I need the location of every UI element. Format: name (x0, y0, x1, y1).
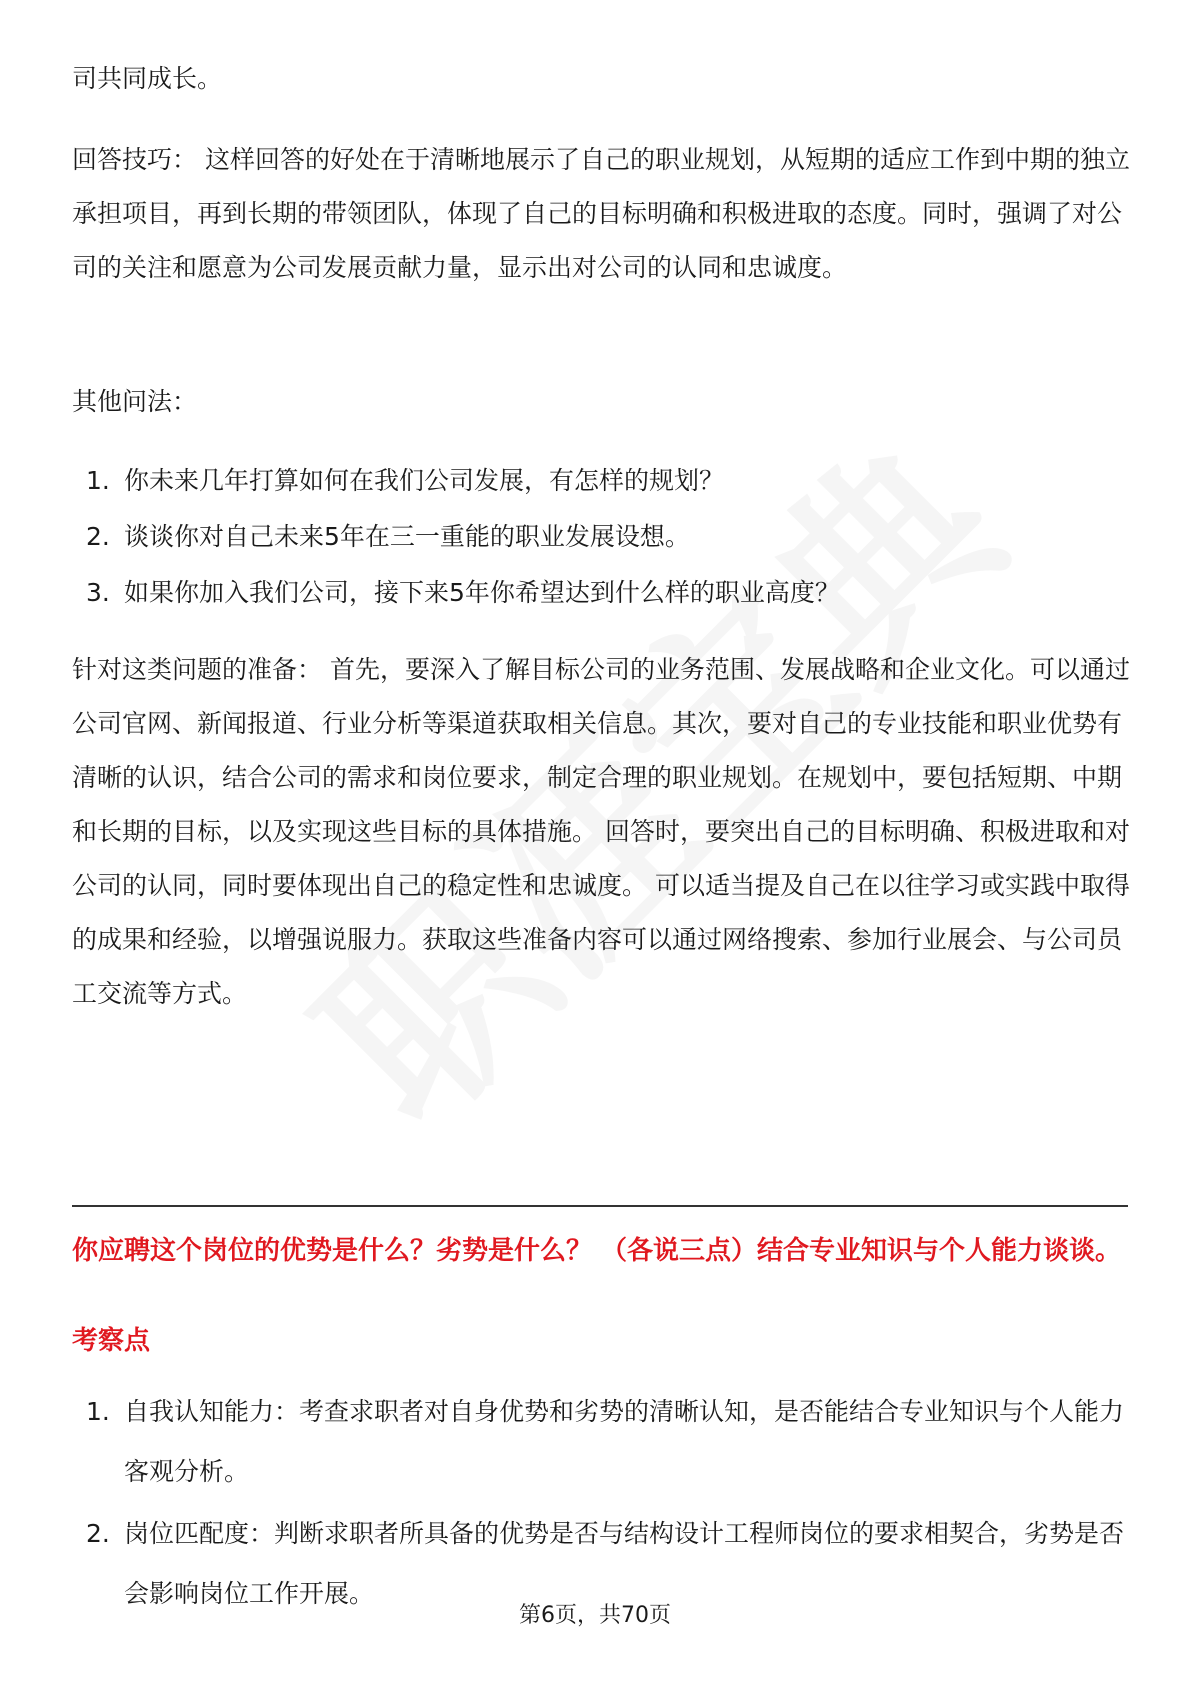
intro-tail: 司共同成长。 (72, 64, 223, 93)
list-item (72, 453, 1132, 509)
list-number: 1. (86, 466, 110, 495)
preparation-paragraph: 针对这类问题的准备： 首先，要深入了解目标公司的业务范围、发展战略和企业文化。可以通过公司官网、新闻报道、行业分析等渠道获取相关信息。其次，要对自己的专业技能和职业优势有清晰的认识，结合公司的需求和岗位要求，制定合理的职业规划。在规划中，要包括短期、中期和长期的目标，以及实现这些目标的具体措施。 回答时，要突出自己的目标明确、积极进取和对公司的认同，同时要体现出自己的稳定性和忠诚度。 可以适当提及自己在以往学习或实践中取得的成果和经验，以增强说服力。获取这些准备内容可以通过网络搜索、参加行业展会、与公司员工交流等方式。 (72, 655, 1130, 1008)
list-text: 岗位匹配度：判断求职者所具备的优势是否与结构设计工程师岗位的要求相契合，劣势是否会影响岗位工作开展。 (124, 1519, 1125, 1608)
alt-questions-title: 其他问法： (72, 387, 198, 416)
list-text: 你未来几年打算如何在我们公司发展，有怎样的规划？ (124, 466, 725, 495)
list-number: 3. (86, 578, 110, 607)
list-number: 1. (86, 1397, 110, 1426)
list-text: 谈谈你对自己未来5年在三一重能的职业发展设想。 (124, 522, 690, 551)
answer-tips: 回答技巧： 这样回答的好处在于清晰地展示了自己的职业规划，从短期的适应工作到中期的独立承担项目，再到长期的带领团队，体现了自己的目标明确和积极进取的态度。同时，强调了对公司的关注和愿意为公司发展贡献力量，显示出对公司的认同和忠诚度。 (72, 145, 1130, 282)
section-divider (72, 1205, 1128, 1207)
list-item (72, 1382, 1132, 1502)
list-number: 2. (86, 1519, 110, 1548)
list-text: 自我认知能力：考查求职者对自身优势和劣势的清晰认知，是否能结合专业知识与个人能力客观分析。 (124, 1397, 1125, 1486)
list-text: 如果你加入我们公司，接下来5年你希望达到什么样的职业高度？ (124, 578, 840, 607)
alt-questions-list (72, 453, 1132, 621)
page-footer: 第6页，共70页 (519, 1603, 671, 1628)
interview-question-heading: 你应聘这个岗位的优势是什么？劣势是什么？ （各说三点）结合专业知识与个人能力谈谈。 (72, 1236, 1122, 1266)
list-item (72, 565, 1132, 621)
list-item (72, 509, 1132, 565)
exam-points-list (72, 1382, 1132, 1626)
list-number: 2. (86, 522, 110, 551)
exam-points-title: 考察点 (72, 1326, 151, 1356)
